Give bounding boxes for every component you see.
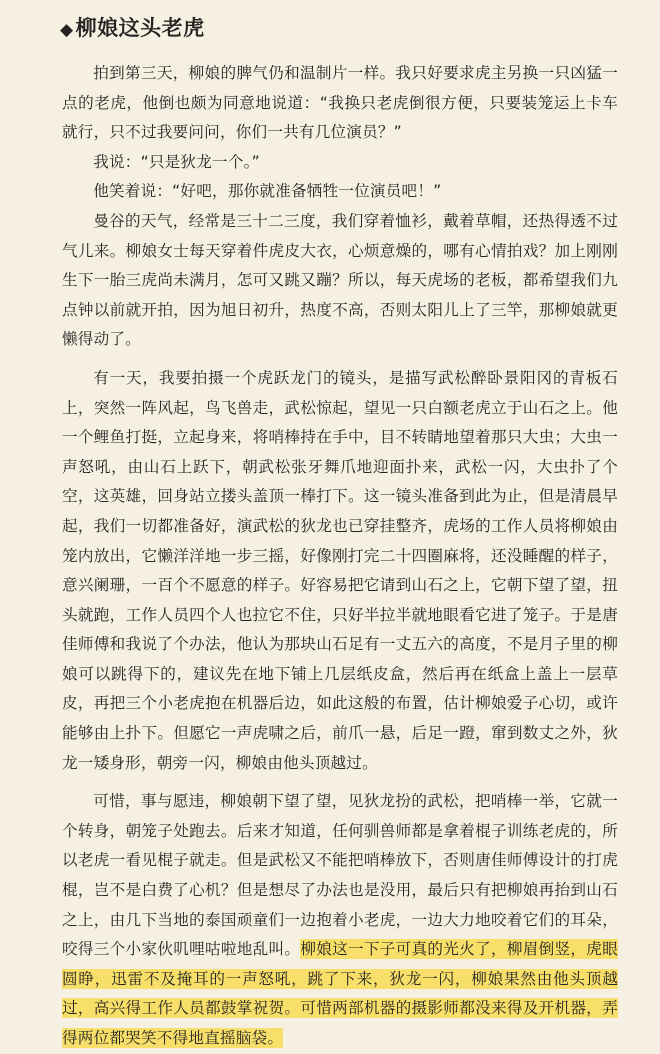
chapter-title-text: 柳娘这头老虎 [75,16,205,40]
paragraph-3: 他笑着说：“好吧，那你就准备牺牲一位演员吧！” [93,182,442,201]
paragraph-1: 拍到第三天，柳娘的脾气仍和温制片一样。我只好要求虎主另换一只凶猛一点的老虎，他倒也颇为同意地说道：“我换只老虎倒很方便，只要装笼运上卡车就行，只不过我要问问，你们一共有几位演员？” [62,64,618,142]
paragraph-6 [62,787,618,1053]
paragraph-6-text: 可惜，事与愿违，柳娘朝下望了望，见狄龙扮的武松，把哨棒一举，它就一个转身，朝笼子处跑去。后来才知道，任何驯兽师都是拿着棍子训练老虎的，所以老虎一看见棍子就走。但是武松又不能把哨棒放下，否则唐佳师傅设计的打虎棍，岂不是白费了心机？但是想尽了办法也是没用，最后只有把柳娘再抬到山石之上，由几下当地的泰国顽童们一边抱着小老虎，一边大力地咬着它们的耳朵，咬得三个小家伙叽哩咕啦地乱叫。 [62,792,618,959]
diamond-bullet-icon: ◆ [60,20,74,40]
paragraph-4: 曼谷的天气，经常是三十二三度，我们穿着恤衫，戴着草帽，还热得透不过气儿来。柳娘女士每天穿着件虎皮大衣，心烦意燥的，哪有心情拍戏？加上刚刚生下一胎三虎尚未满月，怎可又跳又蹦？所以，每天虎场的老板，都希望我们九点钟以前就开拍，因为旭日初升，热度不高，否则太阳儿上了三竿，那柳娘就更懒得动了。 [62,211,618,349]
paragraph-2: 我说：“只是狄龙一个。” [93,152,260,171]
paragraph-5: 有一天，我要拍摄一个虎跃龙门的镜头，是描写武松醉卧景阳冈的青板石上，突然一阵风起，鸟飞兽走，武松惊起，望见一只白额老虎立于山石之上。他一个鲤鱼打挺，立起身来，将哨棒持在手中，目不转睛地望着那只大虫；大虫一声怒吼，由山石上跃下，朝武松张牙舞爪地迎面扑来，武松一闪，大虫扑了个空，这英雄，回身站立搂头盖顶一棒打下。这一镜头准备到此为止，但是清晨早起，我们一切都准备好，演武松的狄龙也已穿挂整齐，虎场的工作人员将柳娘由笼内放出，它懒洋洋地一步三摇，好像刚打完二十四圈麻将，还没睡醒的样子，意兴阑珊，一百个不愿意的样子。好容易把它请到山石之上，它朝下望了望，扭头就跑，工作人员四个人也拉它不住，只好半拉半就地眼看它进了笼子。于是唐佳师傅和我说了个办法，他认为那块山石足有一丈五六的高度，不是月子里的柳娘可以跳得下的，建议先在地下铺上几层纸皮盒，然后再在纸盒上盖上一层草皮，再把三个小老虎抱在机器后边，如此这般的布置，估计柳娘爱子心切，或许能够由上扑下。但愿它一声虎啸之后，前爪一悬，后足一蹬，窜到数丈之外，狄龙一矮身形，朝旁一闪，柳娘由他头顶越过。 [62,368,618,772]
article-body [62,59,618,1054]
highlighted-passage: 柳娘这一下子可真的光火了，柳眉倒竖，虎眼圆睁，迅雷不及掩耳的一声怒吼，跳了下来，狄龙一闪，柳娘果然由他头顶越过，高兴得工作人员都鼓掌祝贺。可惜两部机器的摄影师都没来得及开机器，弄得两位都哭笑不得地直摇脑袋。 [62,940,618,1047]
chapter-title [60,14,618,44]
